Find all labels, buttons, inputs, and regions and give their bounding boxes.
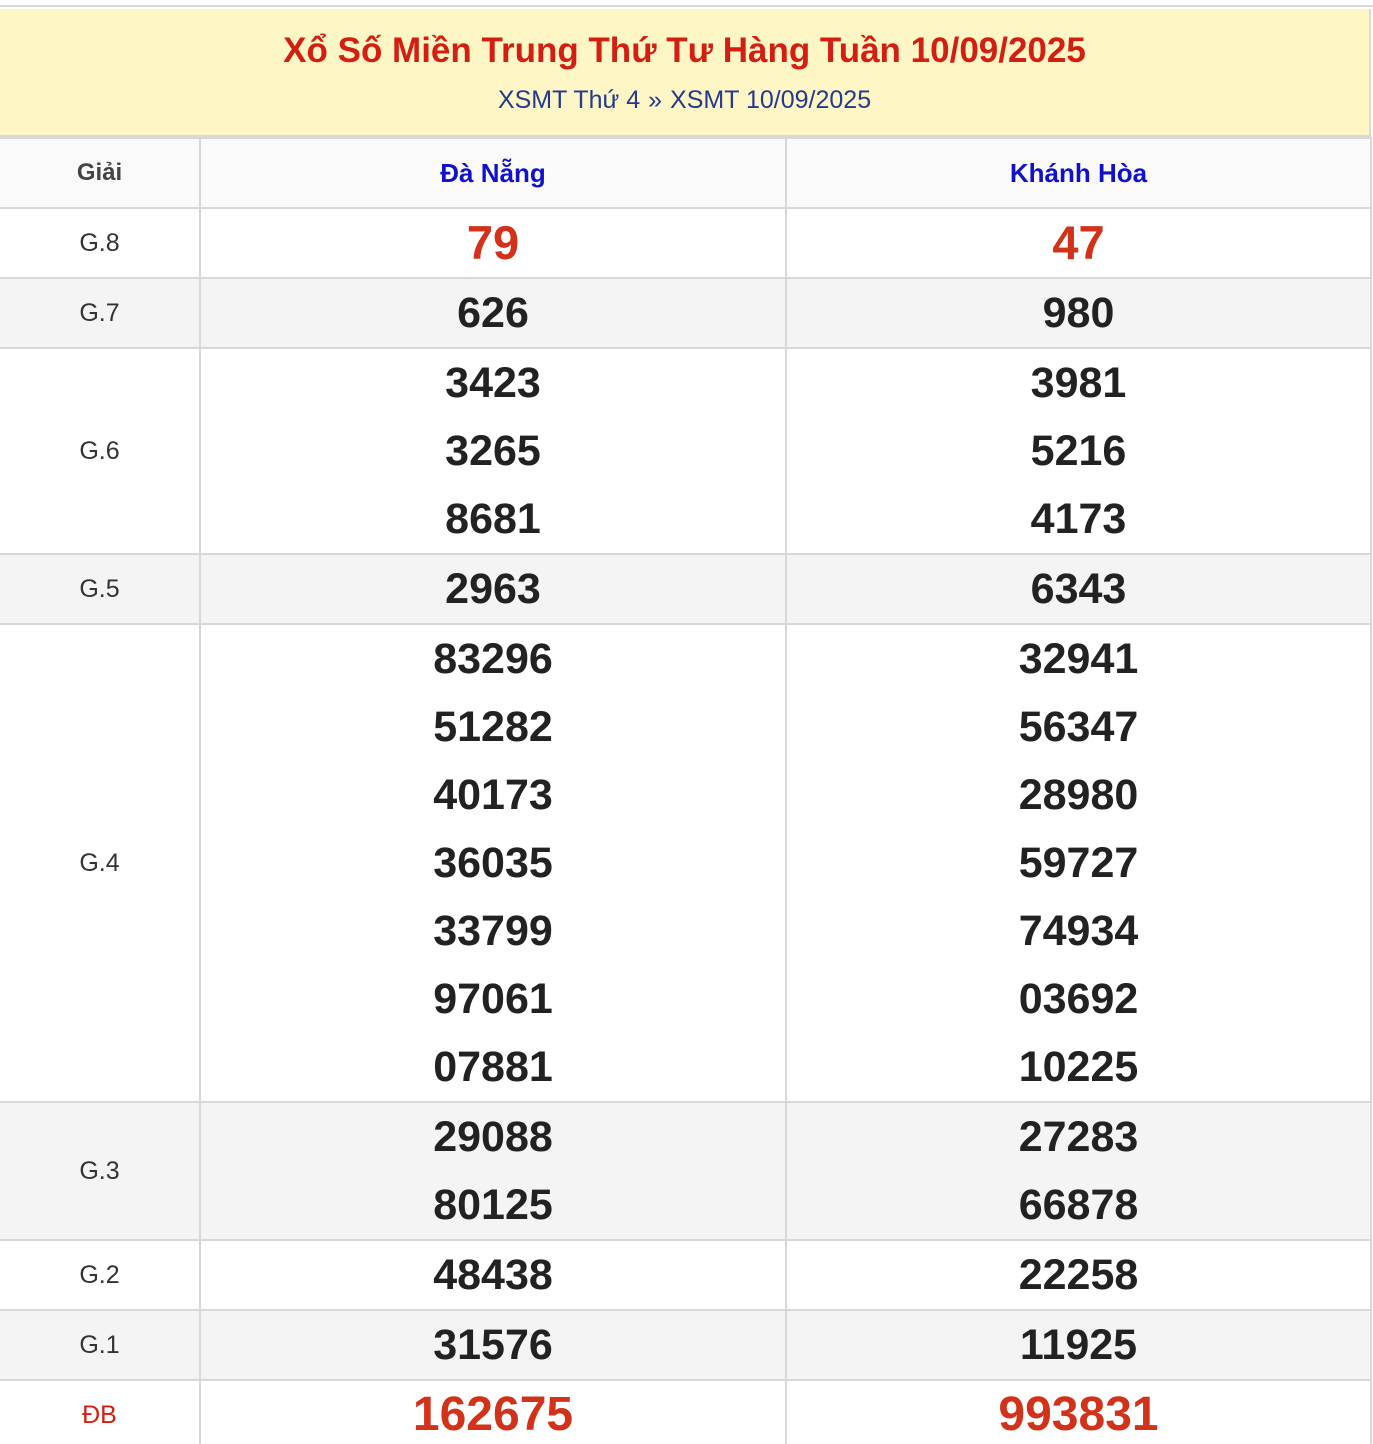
result-number: 07881 <box>433 1043 553 1091</box>
result-number: 97061 <box>433 975 553 1023</box>
table-row-g5 <box>0 554 1371 624</box>
result-cell-da-nang <box>200 278 786 348</box>
result-number: 66878 <box>1018 1181 1139 1229</box>
result-cell-khanh-hoa <box>786 1310 1371 1380</box>
result-number: 80125 <box>433 1181 553 1229</box>
result-cell-khanh-hoa <box>786 1102 1371 1240</box>
prize-label: G.1 <box>0 1310 200 1380</box>
prize-column-header: Giải <box>0 138 200 208</box>
result-cell-khanh-hoa <box>786 1240 1371 1310</box>
result-number: 3265 <box>445 427 541 475</box>
table-row-g2 <box>0 1240 1371 1310</box>
breadcrumb-separator: » <box>648 86 663 114</box>
result-cell-khanh-hoa <box>786 208 1371 278</box>
page-title: Xổ Số Miền Trung Thứ Tư Hàng Tuần 10/09/2025 <box>283 31 1086 70</box>
result-number: 2963 <box>445 565 541 613</box>
result-cell-da-nang <box>200 1240 786 1310</box>
result-number: 980 <box>1042 289 1115 337</box>
table-header-row <box>0 138 1371 208</box>
result-cell-khanh-hoa <box>786 348 1371 554</box>
prize-label: G.6 <box>0 348 200 554</box>
table-row-g6 <box>0 348 1371 554</box>
result-number: 3981 <box>1030 359 1127 407</box>
results-table <box>0 137 1372 1444</box>
prize-label: G.4 <box>0 624 200 1102</box>
result-cell-da-nang <box>200 624 786 1102</box>
result-cell-da-nang <box>200 1380 786 1444</box>
result-cell-da-nang <box>200 348 786 554</box>
result-cell-khanh-hoa <box>786 624 1371 1102</box>
result-cell-da-nang <box>200 1310 786 1380</box>
prize-label: G.7 <box>0 278 200 348</box>
result-number: 48438 <box>433 1251 553 1299</box>
result-number: 3423 <box>445 359 541 407</box>
result-number: 8681 <box>445 495 541 543</box>
prize-label: G.5 <box>0 554 200 624</box>
table-row-g8 <box>0 208 1371 278</box>
result-number: 79 <box>466 216 520 269</box>
table-row-g4 <box>0 624 1371 1102</box>
result-number: 4173 <box>1030 495 1127 543</box>
province-header-da-nang[interactable]: Đà Nẵng <box>200 138 786 208</box>
result-number: 11925 <box>1019 1321 1138 1369</box>
result-number: 29088 <box>433 1113 553 1161</box>
prize-label: G.2 <box>0 1240 200 1310</box>
table-row-g1 <box>0 1310 1371 1380</box>
result-number: 22258 <box>1018 1251 1139 1299</box>
table-row-g3 <box>0 1102 1371 1240</box>
result-number: 03692 <box>1018 975 1139 1023</box>
result-number: 31576 <box>433 1321 553 1369</box>
result-number: 32941 <box>1018 635 1139 683</box>
result-cell-khanh-hoa <box>786 554 1371 624</box>
result-number: 56347 <box>1018 703 1139 751</box>
result-number: 33799 <box>433 907 553 955</box>
breadcrumb-link-weekday[interactable]: XSMT Thứ 4 <box>497 86 641 114</box>
prize-label-special: ĐB <box>0 1380 200 1444</box>
result-number: 47 <box>1052 216 1105 269</box>
result-number: 28980 <box>1018 771 1139 819</box>
table-row-g7 <box>0 278 1371 348</box>
results-header <box>0 9 1371 137</box>
result-number: 10225 <box>1018 1043 1139 1091</box>
result-number: 83296 <box>433 635 553 683</box>
result-number: 36035 <box>433 839 553 887</box>
province-header-khanh-hoa[interactable]: Khánh Hòa <box>786 138 1371 208</box>
prize-label: G.3 <box>0 1102 200 1240</box>
result-cell-khanh-hoa <box>786 1380 1371 1444</box>
result-number: 51282 <box>433 703 553 751</box>
breadcrumb-link-date[interactable]: XSMT 10/09/2025 <box>670 86 872 114</box>
table-row-special <box>0 1380 1371 1444</box>
result-cell-da-nang <box>200 208 786 278</box>
top-divider <box>0 5 1373 7</box>
result-number: 5216 <box>1030 427 1127 475</box>
result-cell-khanh-hoa <box>786 278 1371 348</box>
result-number: 74934 <box>1018 907 1139 955</box>
special-prize-number: 162675 <box>412 1388 574 1441</box>
result-number: 59727 <box>1018 839 1139 887</box>
result-number: 6343 <box>1030 565 1127 613</box>
result-cell-da-nang <box>200 554 786 624</box>
result-cell-da-nang <box>200 1102 786 1240</box>
result-number: 626 <box>457 289 529 337</box>
result-number: 40173 <box>433 771 553 819</box>
breadcrumb <box>0 85 1369 115</box>
prize-label: G.8 <box>0 208 200 278</box>
result-number: 27283 <box>1018 1113 1139 1161</box>
special-prize-number: 993831 <box>998 1388 1159 1441</box>
